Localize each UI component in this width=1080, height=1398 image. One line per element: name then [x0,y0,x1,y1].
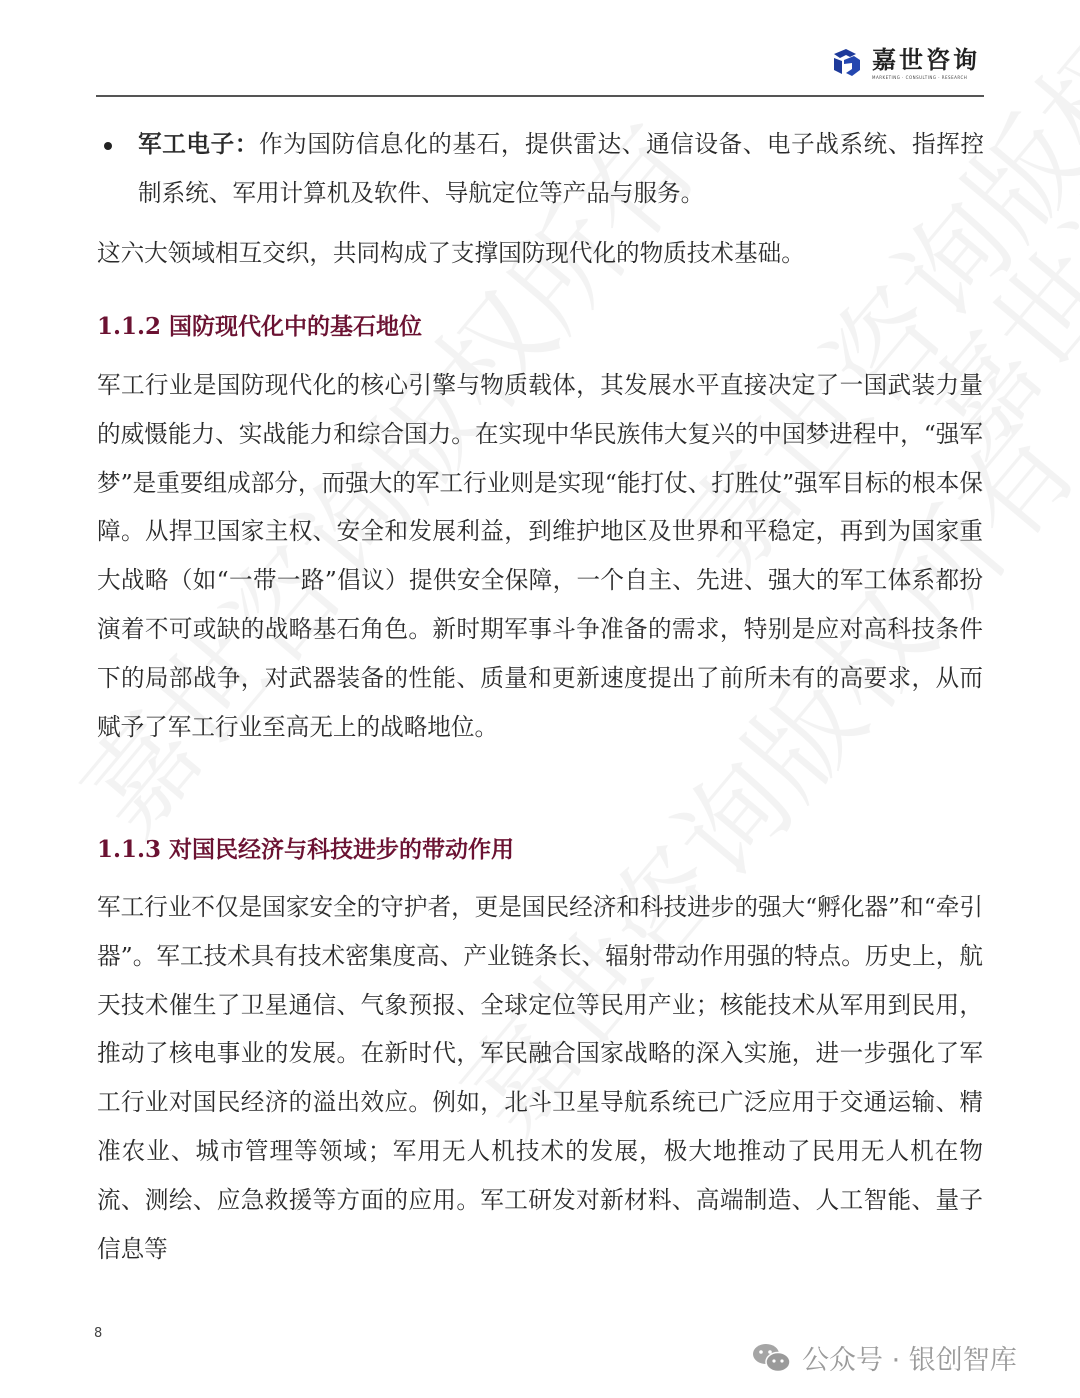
section-1-1-2-body: 军工行业是国防现代化的核心引擎与物质载体，其发展水平直接决定了一国武装力量的威慑能力、实战能力和综合国力。在实现中华民族伟大复兴的中国梦进程中，“强军梦”是重要组成部分，而强大的军工行业则是实现“能打仗、打胜仗”强军目标的根本保障。从捍卫国家主权、安全和发展利益，到维护地区及世界和平稳定，再到为国家重大战略（如“一带一路”倡议）提供安全保障，一个自主、先进、强大的军工体系都扮演着不可或缺的战略基石角色。新时期军事斗争准备的需求，特别是应对高科技条件下的局部战争，对武器装备的性能、质量和更新速度提出了前所未有的高要求，从而赋予了军工行业至高无上的战略地位。 [97,371,983,741]
footer-source-text: 公众号 · 银创智库 [802,1345,1017,1376]
logo-name: 嘉世咨询 [872,45,980,74]
company-logo [830,46,980,80]
bullet-dot-icon [104,142,112,150]
bullet-text: 作为国防信息化的基石，提供雷达、通信设备、电子战系统、指挥控制系统、军用计算机及软件、导航定位等产品与服务。 [138,130,985,207]
logo-mark-icon [830,46,864,80]
section-heading-1-1-3: 1.1.3 对国民经济与科技进步的带动作用 [97,836,515,863]
page-number: 8 [94,1326,103,1341]
header-divider [96,95,984,97]
summary-paragraph: 这六大领域相互交织，共同构成了支撑国防现代化的物质技术基础。 [97,239,805,267]
section-1-1-3-body: 军工行业不仅是国家安全的守护者，更是国民经济和科技进步的强大“孵化器”和“牵引器”。军工技术具有技术密集度高、产业链条长、辐射带动作用强的特点。历史上，航天技术催生了卫星通信、气象预报、全球定位等民用产业；核能技术从军用到民用，推动了核电事业的发展。在新时代，军民融合国家战略的深入实施，进一步强化了军工行业对国民经济的溢出效应。例如，北斗卫星导航系统已广泛应用于交通运输、精准农业、城市管理等领域；军用无人机技术的发展，极大地推动了民用无人机在物流、测绘、应急救援等方面的应用。军工研发对新材料、高端制造、人工智能、量子信息等 [97,893,983,1263]
section-heading-1-1-2: 1.1.2 国防现代化中的基石地位 [97,313,423,340]
logo-tagline: MARKETING · CONSULTING · RESEARCH [872,74,968,80]
bullet-label: 军工电子： [138,130,259,158]
footer-source [752,1338,1017,1377]
wechat-icon [752,1342,792,1374]
bullet-item [138,120,984,218]
